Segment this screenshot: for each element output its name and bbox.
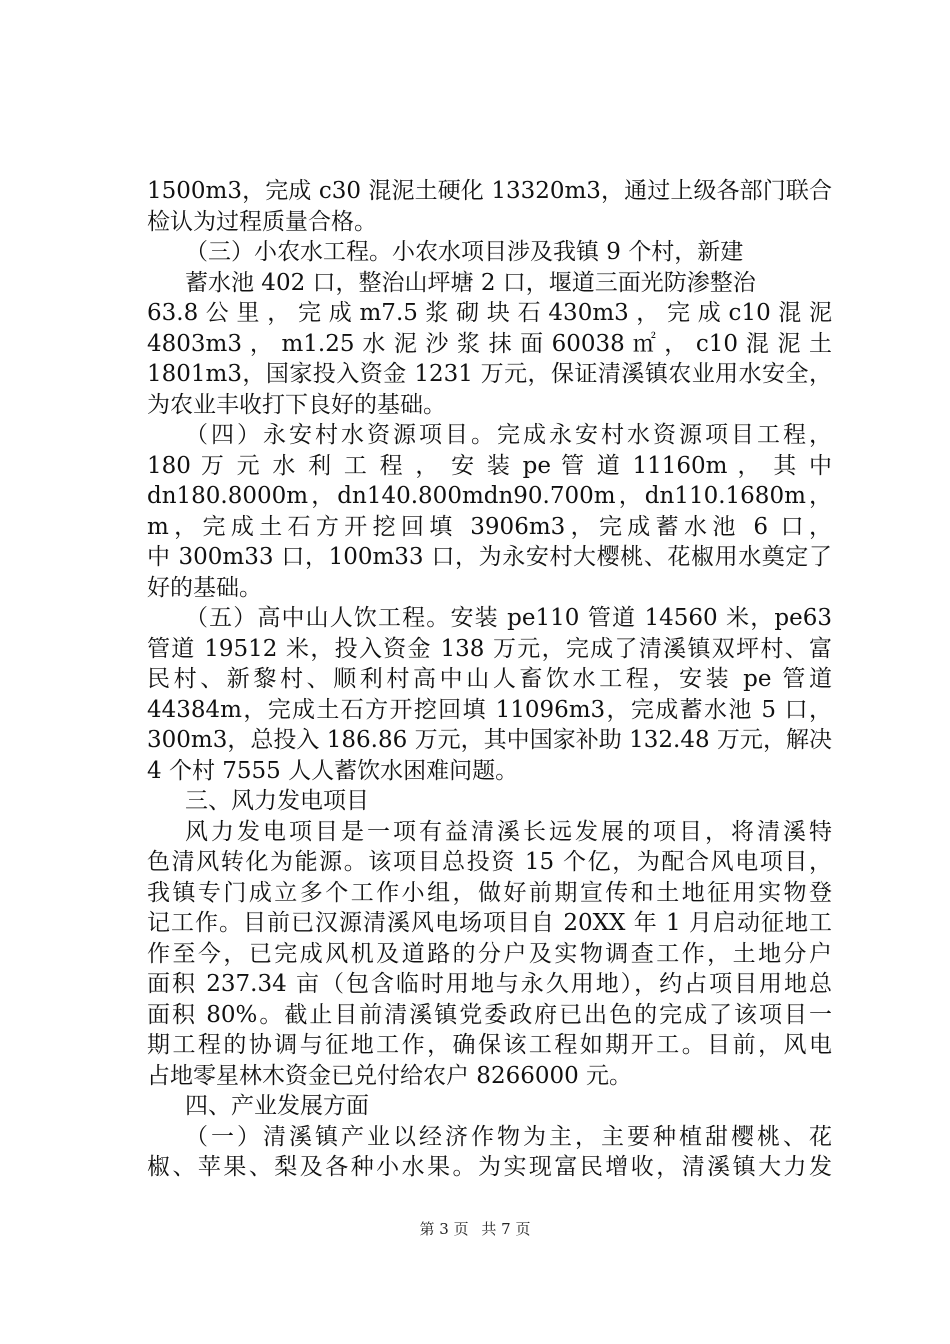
text-line: 面积 80%。截止目前清溪镇党委政府已出色的完成了该项目一 <box>147 1001 832 1028</box>
text-line: 4803m3 ， m1.25 水 泥 沙 浆 抹 面 60038 ㎡ ， c10 混 泥 土 <box>147 330 832 357</box>
text-line: 民村、新黎村、顺利村高中山人畜饮水工程，安装 pe 管道 <box>147 666 832 692</box>
text-line: 中 300m33 口，100m33 口，为永安村大樱桃、花椒用水奠定了 <box>147 544 832 570</box>
text-line: 四、产业发展方面 <box>185 1093 369 1119</box>
text-line: 1500m3，完成 c30 混泥土硬化 13320m3，通过上级各部门联合 <box>147 178 832 204</box>
text-line: 4 个村 7555 人人蓄饮水困难问题。 <box>147 757 519 784</box>
text-line: 1801m3，国家投入资金 1231 万元，保证清溪镇农业用水安全， <box>147 361 832 387</box>
text-line: 我镇专门成立多个工作小组，做好前期宣传和土地征用实物登 <box>147 879 832 906</box>
text-line: （五）高中山人饮工程。安装 pe110 管道 14560 米，pe63 <box>185 605 832 631</box>
text-line: （四）永安村水资源项目。完成永安村水资源项目工程， <box>185 422 832 448</box>
text-line: 63.8 公 里 ， 完 成 m7.5 浆 砌 块 石 430m3 ， 完 成 c10 混 泥 <box>147 300 832 326</box>
text-line: 色清风转化为能源。该项目总投资 15 个亿，为配合风电项目， <box>147 849 832 875</box>
text-line: 44384m，完成土石方开挖回填 11096m3，完成蓄水池 5 口， <box>147 696 832 723</box>
text-line: dn180.8000m，dn140.800mdn90.700m，dn110.1680m， <box>147 483 832 509</box>
text-line: 风力发电项目是一项有益清溪长远发展的项目，将清溪特 <box>185 818 832 845</box>
text-line: 记工作。目前已汉源清溪风电场项目自 20XX 年 1 月启动征地工 <box>147 910 832 936</box>
text-line: 期工程的协调与征地工作，确保该工程如期开工。目前，风电 <box>147 1032 832 1058</box>
text-line: 为农业丰收打下良好的基础。 <box>147 391 446 418</box>
text-line: 好的基础。 <box>147 574 262 601</box>
page-footer <box>0 1218 950 1239</box>
text-line: 180 万 元 水 利 工 程 ， 安 装 pe 管 道 11160m ， 其 中 <box>147 452 832 479</box>
text-line: （三）小农水工程。小农水项目涉及我镇 9 个村，新建 <box>185 239 744 265</box>
text-line: 作至今，已完成风机及道路的分户及实物调查工作，土地分户 <box>147 940 832 967</box>
text-line: m，完成土石方开挖回填 3906m3，完成蓄水池 6 口， <box>147 513 832 540</box>
text-line: 面积 237.34 亩（包含临时用地与永久用地），约占项目用地总 <box>147 971 832 997</box>
text-line: 蓄水池 402 口，整治山坪塘 2 口，堰道三面光防渗整治 <box>185 269 756 296</box>
text-line: 检认为过程质量合格。 <box>147 208 377 235</box>
text-line: （一）清溪镇产业以经济作物为主，主要种植甜樱桃、花 <box>185 1123 832 1150</box>
document-body <box>147 176 832 1183</box>
text-line: 300m3，总投入 186.86 万元，其中国家补助 132.48 万元，解决 <box>147 727 832 753</box>
page-total: 共 7 页 <box>481 1220 531 1238</box>
text-line: 椒、苹果、梨及各种小水果。为实现富民增收，清溪镇大力发 <box>147 1154 832 1180</box>
page-number: 第 3 页 <box>419 1220 469 1238</box>
text-line: 三、风力发电项目 <box>185 788 369 814</box>
text-line: 占地零星林木资金已兑付给农户 8266000 元。 <box>147 1062 633 1089</box>
text-line: 管道 19512 米，投入资金 138 万元，完成了清溪镇双坪村、富 <box>147 635 832 662</box>
